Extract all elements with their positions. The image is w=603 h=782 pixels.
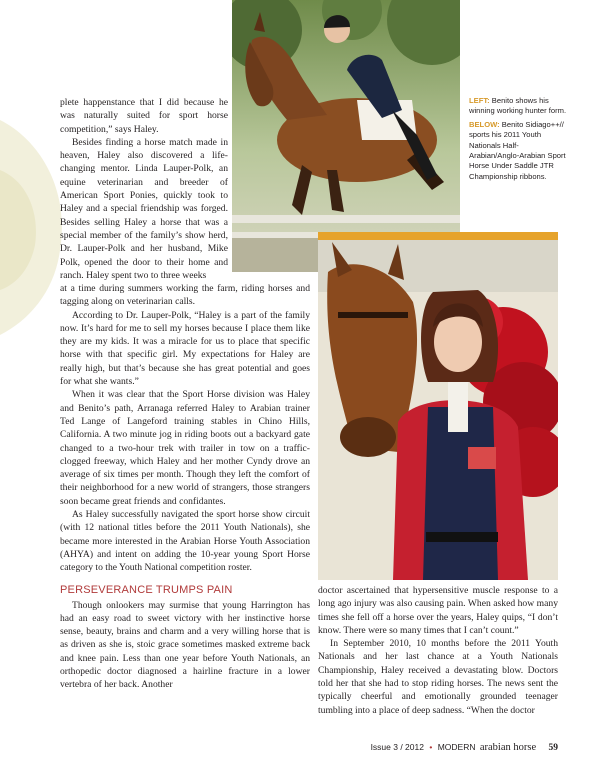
page-number: 59 bbox=[548, 743, 558, 753]
footer-separator: • bbox=[429, 742, 433, 752]
paragraph: at a time during summers working the farm, riding horses and tagging along on veterinarian calls. bbox=[60, 283, 310, 308]
article-column-right bbox=[318, 584, 558, 717]
paragraph: According to Dr. Lauper-Polk, “Haley is a part of the family now. It’s hard for me to sell my horses because I place them like they are my kids. It was a miracle for us to place that specific horse with that specific girl. My expectations for Haley are really high, but that’s because she has great potential and goes for what she wants.” bbox=[60, 309, 310, 388]
paragraph: As Haley successfully navigated the sport horse show circuit (with 12 national titles before the 2011 Youth Nationals), she became more interested in the Arabian Horse Youth Association (AHYA) and intent on adding the 10-year young Sport Horse category to the Youth National competition roster. bbox=[60, 509, 310, 574]
paragraph: doctor ascertained that hypersensitive muscle response to a long ago injury was also causing pain. When asked how many times she fell off a horse over the years, Haley quips, “I don’t know. There were so many times that I can’t count.” bbox=[318, 585, 558, 636]
article-column-left bbox=[60, 282, 310, 692]
caption-left bbox=[469, 96, 569, 117]
caption-below-label: BELOW: bbox=[469, 119, 500, 129]
page-footer bbox=[371, 742, 558, 753]
photo-rider-with-ribbons bbox=[318, 232, 558, 580]
paragraph: plete happenstance that I did because he was naturally suited for sport horse competition,” says Haley. bbox=[60, 97, 228, 135]
paragraph: When it was clear that the Sport Horse division was Haley and Benito’s path, Arranaga referred Haley to Arabian trainer Ted Lange of Langeford training stables in Chino Hills, California. A two minute jog in riding boots out a backyard gate changed to a two-hour trek with trailer in tow on a traffic-clogged freeway, which Haley and her mother Cyndy drove an average of six times per month. Though they left the comfort of their neighborhood for a new world of strangers, those strangers soon became great friends and confidantes. bbox=[60, 389, 310, 507]
caption-below bbox=[469, 120, 569, 182]
footer-issue: Issue 3 / 2012 bbox=[370, 742, 424, 752]
caption-below-text: Benito Sidiago++// sports his 2011 Youth Nationals Half-Arabian/Anglo-Arabian Sport Horse Under Saddle JTR Championship ribbons. bbox=[469, 119, 566, 181]
paragraph: Though onlookers may surmise that young Harrington has had an easy road to sweet victory with her instinctive horse sense, beauty, brains and charm and a very willing horse that is as driven as she is, stoic grace sometimes masked extreme back and knee pain. Less than one year before Youth Nationals, an orthopedic doctor diagnosed a hairline fracture in a lower vertebra of her back. Another bbox=[60, 599, 310, 691]
footer-magazine-prefix: MODERN bbox=[437, 742, 476, 752]
section-heading: PERSEVERANCE TRUMPS PAIN bbox=[60, 583, 233, 596]
article-column-narrow bbox=[60, 96, 228, 282]
photo-accent-bar bbox=[318, 232, 558, 240]
caption-left-label: LEFT: bbox=[469, 96, 490, 105]
paragraph: In September 2010, 10 months before the 2011 Youth Nationals and her last chance at a Youth Nationals Championship, Haley received a devastating blow. Doctors told her that she had to stop riding horses. The news sent the typically cheerful and emotionally grounded teenager tumbling into a place of deep sadness. “When the doctor bbox=[318, 638, 558, 716]
paragraph: Besides finding a horse match made in heaven, Haley also discovered a life-changing mentor. Linda Lauper-Polk, an equine veterinarian and breeder of American Sport Ponies, quickly took to Haley and a special friendship was forged. Besides selling Haley a horse that was a special member of the family’s show herd, Dr. Lauper-Polk and her husband, Mike Polk, opened the door to their home and ranch. Haley spent two to three weeks bbox=[60, 136, 228, 281]
photo-captions bbox=[469, 96, 569, 185]
footer-magazine-name: arabian horse bbox=[479, 742, 537, 753]
caption-left-text: Benito shows his winning working hunter form. bbox=[469, 96, 567, 116]
